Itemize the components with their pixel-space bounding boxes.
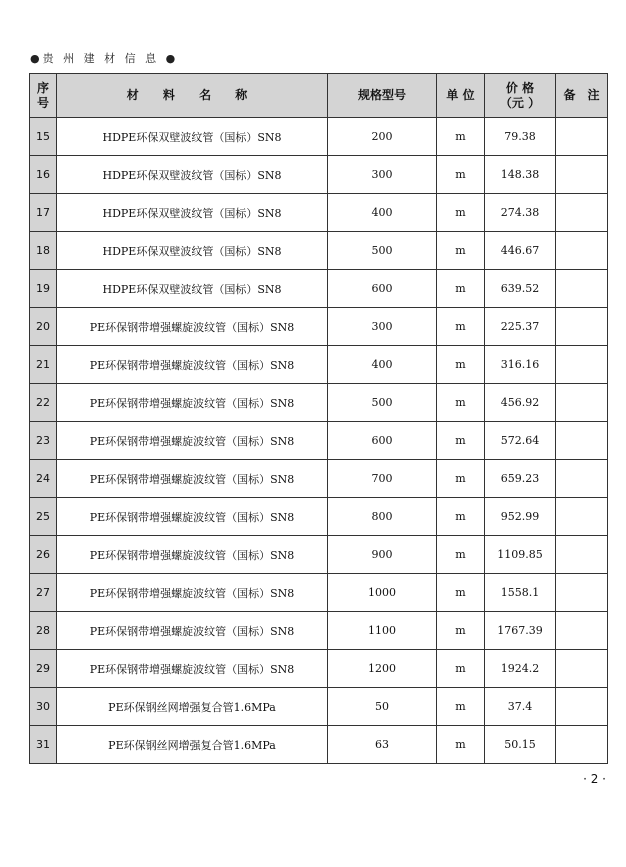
row-spec: 700 xyxy=(328,460,437,498)
row-material-name: PE环保钢带增强螺旋波纹管（国标）SN8 xyxy=(57,536,328,574)
row-remark xyxy=(556,232,608,270)
row-price: 50.15 xyxy=(485,726,556,764)
header-title: ●贵 州 建 材 信 息 ● xyxy=(30,52,179,65)
row-price: 446.67 xyxy=(485,232,556,270)
table-row xyxy=(30,270,608,308)
row-unit: m xyxy=(437,384,485,422)
row-price: 274.38 xyxy=(485,194,556,232)
row-price: 1558.1 xyxy=(485,574,556,612)
row-unit: m xyxy=(437,574,485,612)
col-header-remark-label: 备 注 xyxy=(563,88,600,102)
row-price: 456.92 xyxy=(485,384,556,422)
row-seq: 23 xyxy=(30,422,57,460)
col-header-price-line1: 价 格 xyxy=(505,80,535,95)
row-seq: 17 xyxy=(30,194,57,232)
row-material-name: PE环保钢带增强螺旋波纹管（国标）SN8 xyxy=(57,308,328,346)
row-spec: 63 xyxy=(328,726,437,764)
row-unit: m xyxy=(437,422,485,460)
row-remark xyxy=(556,460,608,498)
col-header-spec xyxy=(328,74,437,118)
row-unit: m xyxy=(437,650,485,688)
row-seq: 22 xyxy=(30,384,57,422)
row-remark xyxy=(556,270,608,308)
row-material-name: HDPE环保双壁波纹管（国标）SN8 xyxy=(57,194,328,232)
row-unit: m xyxy=(437,308,485,346)
row-remark xyxy=(556,194,608,232)
table-row xyxy=(30,688,608,726)
row-spec: 600 xyxy=(328,270,437,308)
row-material-name: PE环保钢带增强螺旋波纹管（国标）SN8 xyxy=(57,650,328,688)
row-material-name: PE环保钢带增强螺旋波纹管（国标）SN8 xyxy=(57,574,328,612)
table-row xyxy=(30,612,608,650)
row-seq: 27 xyxy=(30,574,57,612)
table-row xyxy=(30,346,608,384)
row-seq: 21 xyxy=(30,346,57,384)
row-material-name: PE环保钢带增强螺旋波纹管（国标）SN8 xyxy=(57,422,328,460)
row-seq: 31 xyxy=(30,726,57,764)
row-unit: m xyxy=(437,612,485,650)
row-spec: 600 xyxy=(328,422,437,460)
table-row xyxy=(30,384,608,422)
row-unit: m xyxy=(437,498,485,536)
row-seq: 29 xyxy=(30,650,57,688)
row-unit: m xyxy=(437,156,485,194)
col-header-seq-line2: 号 xyxy=(36,95,49,110)
col-header-spec-label: 规格型号 xyxy=(357,88,406,102)
row-seq: 20 xyxy=(30,308,57,346)
row-material-name: PE环保钢带增强螺旋波纹管（国标）SN8 xyxy=(57,612,328,650)
row-price: 225.37 xyxy=(485,308,556,346)
row-seq: 26 xyxy=(30,536,57,574)
row-unit: m xyxy=(437,536,485,574)
row-seq: 19 xyxy=(30,270,57,308)
table-row xyxy=(30,460,608,498)
row-price: 1924.2 xyxy=(485,650,556,688)
col-header-price xyxy=(485,74,556,118)
row-price: 1767.39 xyxy=(485,612,556,650)
row-remark xyxy=(556,118,608,156)
row-spec: 1200 xyxy=(328,650,437,688)
row-price: 79.38 xyxy=(485,118,556,156)
col-header-seq-line1: 序 xyxy=(36,80,49,95)
row-price: 572.64 xyxy=(485,422,556,460)
row-remark xyxy=(556,422,608,460)
row-unit: m xyxy=(437,118,485,156)
row-seq: 30 xyxy=(30,688,57,726)
row-material-name: PE环保钢带增强螺旋波纹管（国标）SN8 xyxy=(57,460,328,498)
table-row xyxy=(30,422,608,460)
row-spec: 200 xyxy=(328,118,437,156)
row-spec: 50 xyxy=(328,688,437,726)
row-seq: 15 xyxy=(30,118,57,156)
row-seq: 18 xyxy=(30,232,57,270)
row-price: 148.38 xyxy=(485,156,556,194)
table-row xyxy=(30,726,608,764)
row-price: 1109.85 xyxy=(485,536,556,574)
row-material-name: PE环保钢带增强螺旋波纹管（国标）SN8 xyxy=(57,346,328,384)
row-price: 316.16 xyxy=(485,346,556,384)
row-remark xyxy=(556,384,608,422)
row-spec: 300 xyxy=(328,156,437,194)
row-material-name: PE环保钢带增强螺旋波纹管（国标）SN8 xyxy=(57,498,328,536)
row-spec: 400 xyxy=(328,346,437,384)
row-spec: 900 xyxy=(328,536,437,574)
row-price: 639.52 xyxy=(485,270,556,308)
col-header-name-label: 材 料 名 称 xyxy=(126,88,258,102)
col-header-unit-label: 单 位 xyxy=(446,88,475,102)
row-material-name: PE环保钢带增强螺旋波纹管（国标）SN8 xyxy=(57,384,328,422)
table-row xyxy=(30,308,608,346)
row-price: 952.99 xyxy=(485,498,556,536)
row-unit: m xyxy=(437,270,485,308)
row-material-name: HDPE环保双壁波纹管（国标）SN8 xyxy=(57,232,328,270)
row-spec: 1100 xyxy=(328,612,437,650)
table-row xyxy=(30,156,608,194)
row-seq: 28 xyxy=(30,612,57,650)
price-table xyxy=(29,73,608,764)
row-price: 659.23 xyxy=(485,460,556,498)
row-remark xyxy=(556,308,608,346)
row-material-name: HDPE环保双壁波纹管（国标）SN8 xyxy=(57,270,328,308)
row-seq: 16 xyxy=(30,156,57,194)
row-unit: m xyxy=(437,688,485,726)
row-remark xyxy=(556,346,608,384)
row-spec: 300 xyxy=(328,308,437,346)
row-material-name: PE环保钢丝网增强复合管1.6MPa xyxy=(57,688,328,726)
col-header-price-line2: （元 ） xyxy=(499,95,541,110)
row-remark xyxy=(556,498,608,536)
row-spec: 800 xyxy=(328,498,437,536)
row-seq: 24 xyxy=(30,460,57,498)
row-unit: m xyxy=(437,726,485,764)
table-header-row xyxy=(30,74,608,118)
col-header-unit xyxy=(437,74,485,118)
table-row xyxy=(30,194,608,232)
row-remark xyxy=(556,574,608,612)
col-header-seq xyxy=(30,74,57,118)
col-header-remark xyxy=(556,74,608,118)
row-unit: m xyxy=(437,346,485,384)
row-price: 37.4 xyxy=(485,688,556,726)
col-header-name xyxy=(57,74,328,118)
row-spec: 400 xyxy=(328,194,437,232)
row-remark xyxy=(556,688,608,726)
row-remark xyxy=(556,726,608,764)
row-material-name: HDPE环保双壁波纹管（国标）SN8 xyxy=(57,118,328,156)
row-spec: 500 xyxy=(328,384,437,422)
table-row xyxy=(30,232,608,270)
row-remark xyxy=(556,536,608,574)
table-row xyxy=(30,498,608,536)
row-unit: m xyxy=(437,460,485,498)
row-unit: m xyxy=(437,194,485,232)
table-row xyxy=(30,574,608,612)
table-row xyxy=(30,650,608,688)
row-remark xyxy=(556,156,608,194)
table-row xyxy=(30,118,608,156)
row-material-name: HDPE环保双壁波纹管（国标）SN8 xyxy=(57,156,328,194)
row-unit: m xyxy=(437,232,485,270)
row-spec: 1000 xyxy=(328,574,437,612)
row-remark xyxy=(556,612,608,650)
page-number: · 2 · xyxy=(583,772,606,786)
row-material-name: PE环保钢丝网增强复合管1.6MPa xyxy=(57,726,328,764)
row-spec: 500 xyxy=(328,232,437,270)
row-remark xyxy=(556,650,608,688)
table-row xyxy=(30,536,608,574)
row-seq: 25 xyxy=(30,498,57,536)
